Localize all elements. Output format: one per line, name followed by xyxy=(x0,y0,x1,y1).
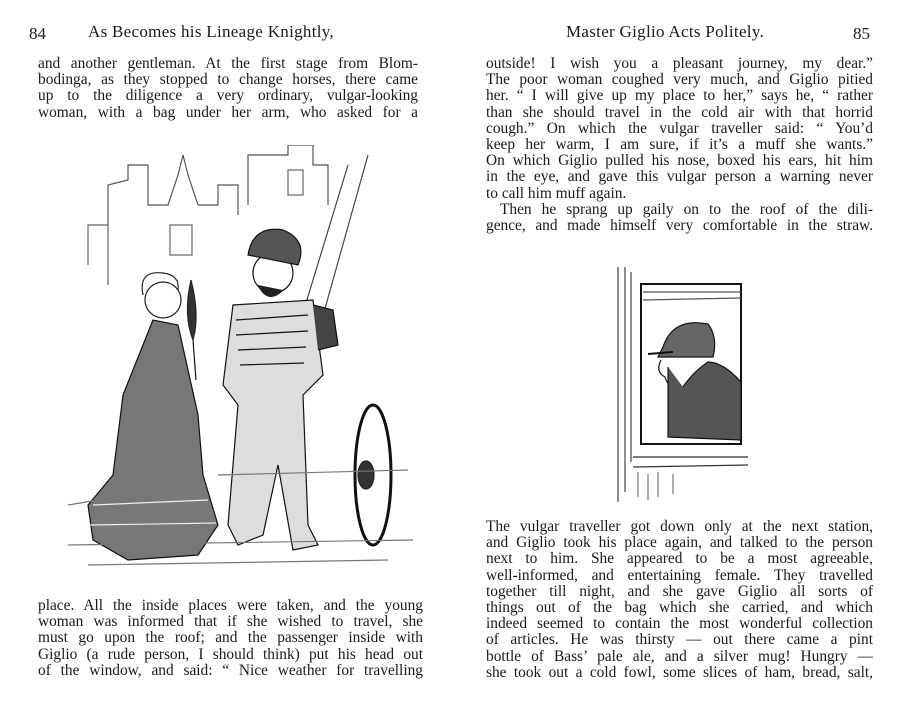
text-line: next to him. She appeared to be a most agreeable, xyxy=(486,550,873,568)
text-line: must go upon the roof; and the passenger inside with xyxy=(38,629,423,647)
text-line: of the window, and said: “ Nice weather for travelling xyxy=(38,661,423,679)
text-line: to call him muff again. xyxy=(486,184,627,202)
page-number: 85 xyxy=(853,24,870,43)
text-line: On which Giglio pulled his nose, boxed his ears, hit him xyxy=(486,152,873,170)
text-line: and another gentleman. At the first stage from Blom- xyxy=(38,55,418,72)
text-line: The poor woman coughed very much, and Giglio pitied xyxy=(486,71,873,89)
illustration-woman-and-coachman xyxy=(68,145,413,585)
text-line: bottle of Bass’ pale ale, and a silver mug! Hungry — xyxy=(486,647,873,665)
text-line: up to the diligence a very ordinary, vulgar-looking xyxy=(38,87,418,105)
illustration-man-at-window xyxy=(613,262,748,502)
page-number: 84 xyxy=(29,24,46,43)
paragraph-bottom xyxy=(486,519,873,681)
text-line: woman was informed that if she wished to travel, she xyxy=(38,613,423,631)
text-line: in the eye, and gave this vulgar person a warning never xyxy=(486,168,873,186)
text-line: gence, and made himself very comfortable in the straw. xyxy=(486,217,873,235)
paragraph-top xyxy=(38,56,418,121)
text-line: of articles. He was thirsty — out there came a pint xyxy=(486,631,873,649)
running-head: Master Giglio Acts Politely. xyxy=(566,22,765,41)
text-line: Giglio (a rude person, I should think) put his head out xyxy=(38,645,423,663)
text-line: keep her warm, I am sure, if it’s a muff she wants.” xyxy=(486,136,873,154)
text-line: Then he sprang up gaily on to the roof of the dili- xyxy=(500,200,873,218)
text-line: bodinga, as they stopped to change horses, there came xyxy=(38,71,418,89)
text-line: her. “ I will give up my place to her,” says he, “ rather xyxy=(486,87,873,105)
engraving-illustration xyxy=(613,262,748,502)
text-line: cough.” On which the vulgar traveller said: “ You’d xyxy=(486,119,873,137)
text-line: things out of the bag which she carried, and which xyxy=(486,599,873,617)
text-line: place. All the inside places were taken, and the young xyxy=(38,597,423,614)
text-line: The vulgar traveller got down only at the next station, xyxy=(486,518,873,535)
engraving-illustration xyxy=(68,145,413,585)
text-line: together till night, and she gave Giglio all sorts of xyxy=(486,582,873,600)
paragraph-bottom xyxy=(38,598,423,679)
text-line: than she should travel in the cold air with that horrid xyxy=(486,103,873,121)
running-head: As Becomes his Lineage Knightly, xyxy=(88,22,334,41)
right-page xyxy=(453,0,906,704)
text-line: outside! I wish you a pleasant journey, my dear.” xyxy=(486,55,873,72)
text-line: indeed seemed to contain the most wonderful collection xyxy=(486,615,873,633)
text-line: she took out a cold fowl, some slices of ham, bread, salt, xyxy=(486,663,873,681)
paragraph-top xyxy=(486,56,873,234)
text-line: woman, with a bag under her arm, who asked for a xyxy=(38,103,418,121)
text-line: and Giglio took his place again, and talked to the person xyxy=(486,534,873,552)
text-line: well-informed, and entertaining female. They travelled xyxy=(486,566,873,584)
